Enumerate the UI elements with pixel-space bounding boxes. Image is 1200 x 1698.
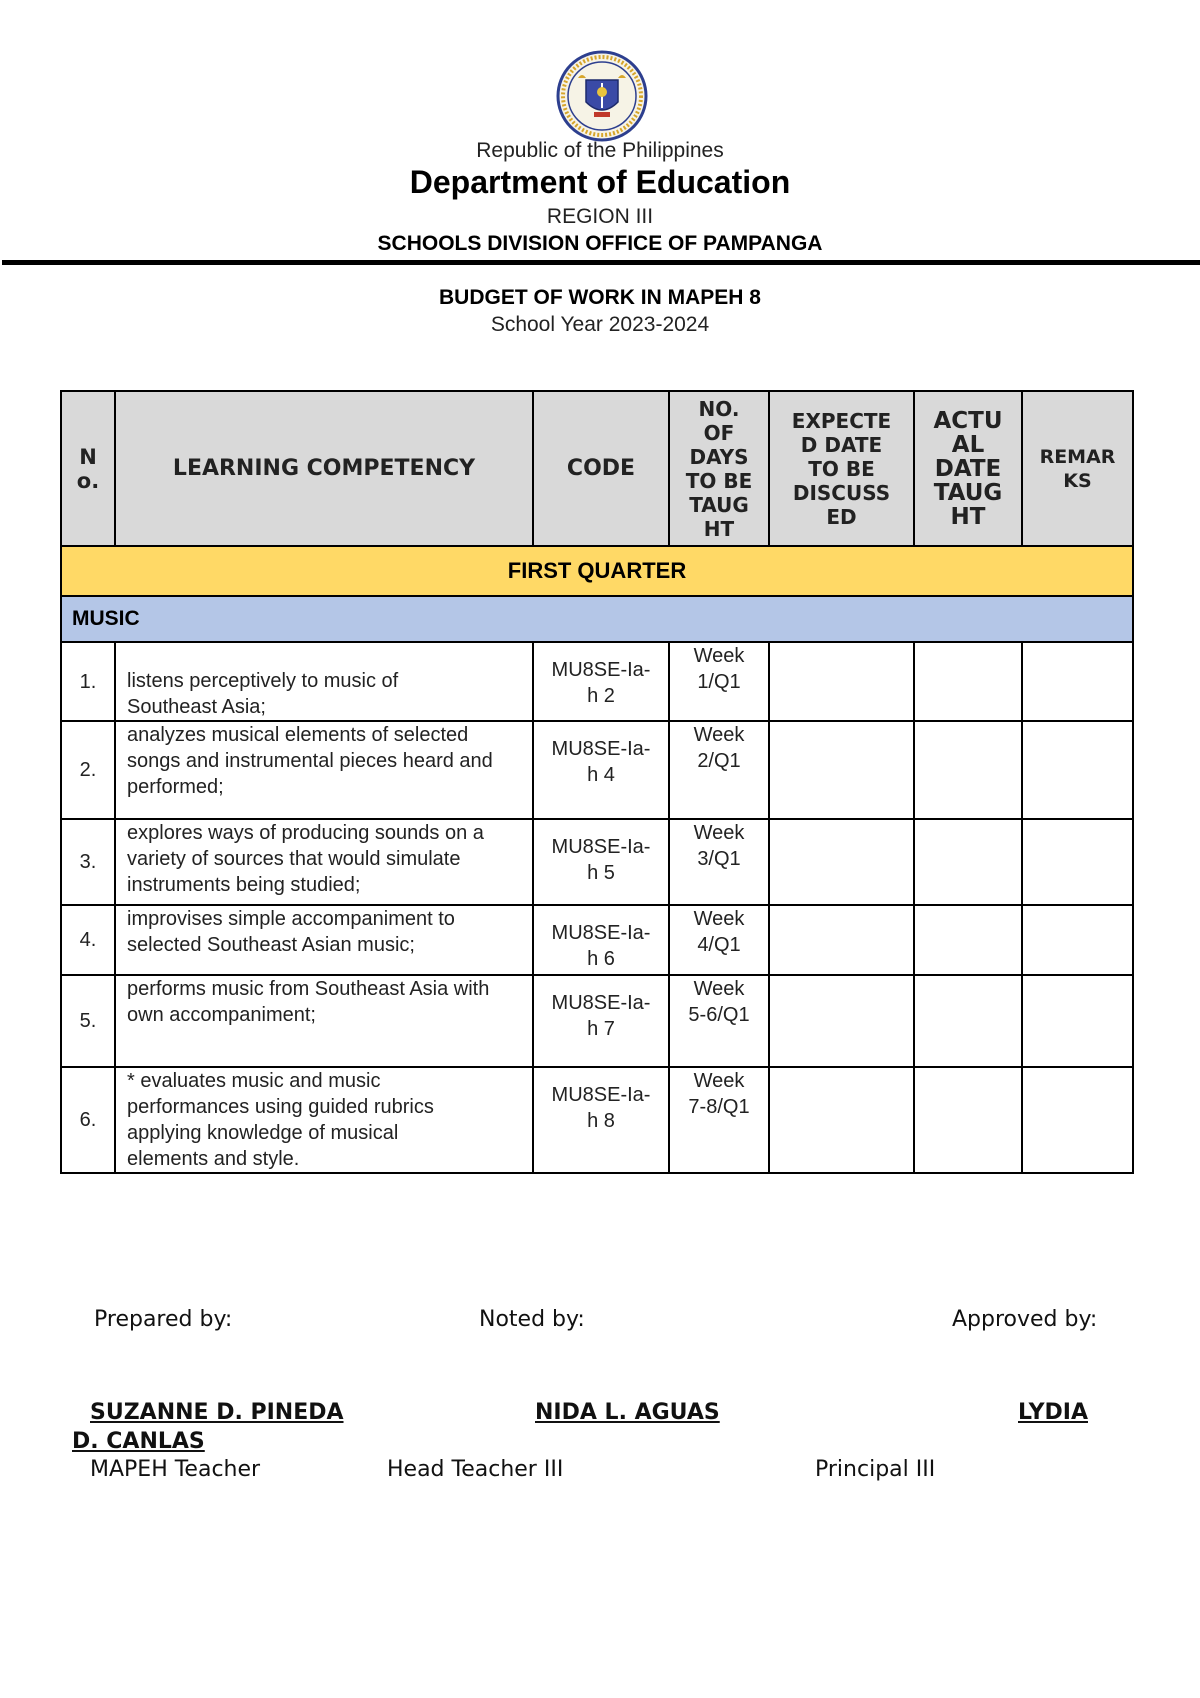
header-competency: LEARNING COMPETENCY [115,391,533,546]
row-actual-date [914,642,1022,721]
budget-of-work-table [60,390,1134,1174]
row-remarks [1022,1067,1133,1173]
row-number: 5. [61,975,115,1067]
school-year: School Year 2023-2024 [490,313,710,336]
row-code: MU8SE-Ia- h 8 [533,1067,669,1173]
row-number: 6. [61,1067,115,1173]
row-competency: improvises simple accompaniment to selected Southeast Asian music; [115,905,533,975]
row-week: Week 3/Q1 [669,819,769,905]
prepared-by-label: Prepared by: [94,1307,233,1332]
section-row [61,596,1133,642]
row-expected-date [769,975,914,1067]
prepared-by-name: SUZANNE D. PINEDA [90,1400,344,1425]
header-remarks: REMAR KS [1022,391,1133,546]
quarter-row [61,546,1133,596]
table-row [61,1067,1133,1173]
approved-by-title: Principal III [815,1457,936,1482]
document-title: BUDGET OF WORK IN MAPEH 8 [438,286,761,309]
row-actual-date [914,1067,1022,1173]
row-number: 4. [61,905,115,975]
header-actual-date: ACTU AL DATE TAUG HT [914,391,1022,546]
region-text: REGION III [546,205,654,228]
row-expected-date [769,642,914,721]
deped-seal-icon [556,50,648,142]
row-week: Week 2/Q1 [669,721,769,819]
header-expected-date: EXPECTE D DATE TO BE DISCUSS ED [769,391,914,546]
row-week: Week 1/Q1 [669,642,769,721]
row-competency: listens perceptively to music of Southeast Asia; [115,642,533,721]
row-code: MU8SE-Ia- h 7 [533,975,669,1067]
table-row [61,721,1133,819]
header-no: N o. [61,391,115,546]
row-expected-date [769,819,914,905]
row-remarks [1022,819,1133,905]
row-code: MU8SE-Ia- h 2 [533,642,669,721]
row-expected-date [769,1067,914,1173]
table-row [61,819,1133,905]
row-actual-date [914,975,1022,1067]
row-week: Week 5-6/Q1 [669,975,769,1067]
row-code: MU8SE-Ia- h 6 [533,905,669,975]
header-days: NO. OF DAYS TO BE TAUG HT [669,391,769,546]
row-number: 2. [61,721,115,819]
republic-text: Republic of the Philippines [476,139,724,162]
division-text: SCHOOLS DIVISION OFFICE OF PAMPANGA [377,232,823,255]
row-remarks [1022,642,1133,721]
prepared-by-title: MAPEH Teacher [90,1457,261,1482]
section-label: MUSIC [61,596,1133,642]
row-number: 1. [61,642,115,721]
row-competency: * evaluates music and music performances using guided rubrics applying knowledge of musical elements and style. [115,1067,533,1173]
table-header-row [61,391,1133,546]
row-number: 3. [61,819,115,905]
approved-by-label: Approved by: [952,1307,1098,1332]
approved-by-name-line2: D. CANLAS [72,1429,205,1454]
row-code: MU8SE-Ia- h 5 [533,819,669,905]
header-divider [2,260,1200,265]
row-week: Week 7-8/Q1 [669,1067,769,1173]
row-competency: explores ways of producing sounds on a variety of sources that would simulate instruments being studied; [115,819,533,905]
noted-by-label: Noted by: [479,1307,585,1332]
row-actual-date [914,819,1022,905]
row-actual-date [914,905,1022,975]
row-week: Week 4/Q1 [669,905,769,975]
row-competency: performs music from Southeast Asia with own accompaniment; [115,975,533,1067]
row-competency: analyzes musical elements of selected songs and instrumental pieces heard and performed; [115,721,533,819]
approved-by-name-line1: LYDIA [1018,1400,1088,1425]
table-row [61,905,1133,975]
department-title: Department of Education [409,164,791,200]
table-row [61,642,1133,721]
row-remarks [1022,721,1133,819]
row-remarks [1022,905,1133,975]
row-code: MU8SE-Ia- h 4 [533,721,669,819]
noted-by-name: NIDA L. AGUAS [535,1400,720,1425]
header-code: CODE [533,391,669,546]
row-remarks [1022,975,1133,1067]
row-actual-date [914,721,1022,819]
row-expected-date [769,721,914,819]
noted-by-title: Head Teacher III [387,1457,564,1482]
row-expected-date [769,905,914,975]
quarter-label: FIRST QUARTER [61,546,1133,596]
table-row [61,975,1133,1067]
